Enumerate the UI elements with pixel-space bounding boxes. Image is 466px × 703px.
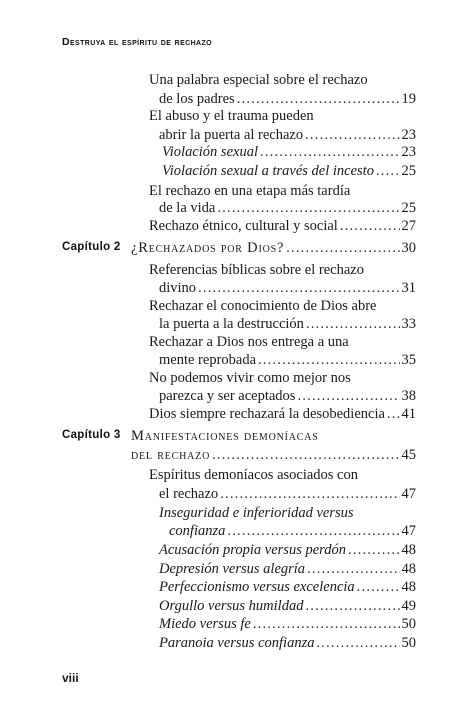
dot-leader [212,445,399,465]
toc-page-number: 23 [401,144,416,160]
dot-leader [217,198,399,218]
toc-subentry-title: Violación sexual a través del incesto [162,163,374,179]
toc-entry-line [149,216,416,236]
dot-leader [286,238,399,258]
dot-leader [258,350,399,370]
toc-entry-title-cont: el rechazo [159,486,219,502]
chapter-title: Manifestaciones demoníacas [131,428,319,444]
toc-page-number: 48 [401,579,416,595]
toc-subentry-title: Perfeccionismo versus excelencia [159,579,355,595]
toc-page-number: 33 [401,316,416,332]
toc-subentry-title: Orgullo versus humildad [159,598,304,614]
toc-entry-line [162,161,416,181]
dot-leader [387,404,400,424]
toc-page-number: 19 [401,91,416,107]
toc-entry-line [159,350,416,370]
dot-leader [220,484,399,504]
toc-page-number: 41 [401,406,416,422]
dot-leader [316,633,399,653]
toc-entry-line [159,559,416,579]
toc-page-number: 50 [401,635,416,651]
toc-entry-title: Rechazar a Dios nos entrega a una [149,334,349,350]
toc-entry-line [159,540,416,560]
toc-entry-line [159,596,416,616]
toc-entry-line [159,577,416,597]
toc-entry-title: No podemos vivir como mejor nos [149,370,351,386]
toc-entry-title-cont: de los padres [159,91,235,107]
toc-entry-line [149,404,416,424]
dot-leader [305,596,399,616]
toc-page-number: 47 [401,486,416,502]
toc-entry-title-cont: parezca y ser aceptados [159,388,296,404]
chapter-heading-line [131,426,319,446]
toc-page-number: 48 [401,542,416,558]
toc-page-number: 27 [401,218,416,234]
toc-entry-line [149,368,351,388]
toc-entry-line [159,633,416,653]
toc-page-number: 50 [401,616,416,632]
toc-page-number: 23 [401,127,416,143]
toc-entry-line [169,521,416,541]
toc-entry-title-cont: de la vida [159,200,216,216]
toc-entry-line [162,142,416,162]
toc-subentry-title: Violación sexual [162,144,258,160]
toc-entry-line [159,278,416,298]
dot-leader [357,577,400,597]
toc-page-number: 47 [401,523,416,539]
toc-entry-line [159,614,416,634]
toc-entry-title: Rechazar el conocimiento de Dios abre [149,298,377,314]
toc-page-number: 35 [401,352,416,368]
dot-leader [260,142,400,162]
toc-subentry-title: Inseguridad e inferioridad versus [159,505,354,521]
toc-entry-title-cont: divino [159,280,197,296]
toc-entry-line [149,106,314,126]
toc-page-number: 25 [401,200,416,216]
toc-entry-line [159,503,354,523]
toc-subentry-title: Paranoia versus confianza [159,635,315,651]
chapter-title-cont: del rechazo [131,447,211,463]
toc-entry-title-cont: abrir la puerta al rechazo [159,127,304,143]
toc-entry-line [149,332,349,352]
toc-entry-title: El abuso y el trauma pueden [149,108,314,124]
dot-leader [348,540,400,560]
toc-entry-line [159,484,416,504]
dot-leader [227,521,399,541]
toc-subentry-title-cont: confianza [169,523,226,539]
toc-entry-title-cont: la puerta a la destrucción [159,316,304,332]
toc-entry-title: El rechazo en una etapa más tardía [149,183,351,199]
chapter-label: Capítulo 3 [62,429,121,441]
dot-leader [297,386,399,406]
page-folio: viii [62,671,79,685]
toc-entry-title: Espíritus demoníacos asociados con [149,467,358,483]
toc-entry-line [159,314,416,334]
toc-page-number: 45 [401,447,416,463]
toc-entry-title: Rechazo étnico, cultural y social [149,218,338,234]
toc-subentry-title: Miedo versus fe [159,616,251,632]
toc-entry-line [149,70,368,90]
chapter-label: Capítulo 2 [62,241,121,253]
toc-entry-title: Una palabra especial sobre el rechazo [149,72,368,88]
chapter-heading-line [131,238,416,258]
dot-leader [376,161,400,181]
toc-entry-title-cont: mente reprobada [159,352,257,368]
toc-entry-line [159,198,416,218]
toc-entry-line [149,260,364,280]
toc-entry-line [159,386,416,406]
toc-subentry-title: Acusación propia versus perdón [159,542,346,558]
toc-page-number: 30 [401,240,416,256]
running-head: Destruya el espíritu de rechazo [62,36,213,48]
chapter-title: ¿Rechazados por Dios? [131,240,285,256]
toc-entry-title: Referencias bíblicas sobre el rechazo [149,262,364,278]
dot-leader [306,314,400,334]
chapter-heading-line [131,445,416,465]
toc-entry-line [149,465,358,485]
toc-subentry-title: Depresión versus alegría [159,561,306,577]
toc-entry-line [149,296,376,316]
toc-page-number: 49 [401,598,416,614]
toc-page-number: 38 [401,388,416,404]
toc-entry-title: Dios siempre rechazará la desobediencia [149,406,385,422]
dot-leader [307,559,399,579]
dot-leader [340,216,400,236]
toc-page-number: 48 [401,561,416,577]
toc-page-number: 25 [401,163,416,179]
dot-leader [253,614,400,634]
toc-page-number: 31 [401,280,416,296]
dot-leader [198,278,399,298]
